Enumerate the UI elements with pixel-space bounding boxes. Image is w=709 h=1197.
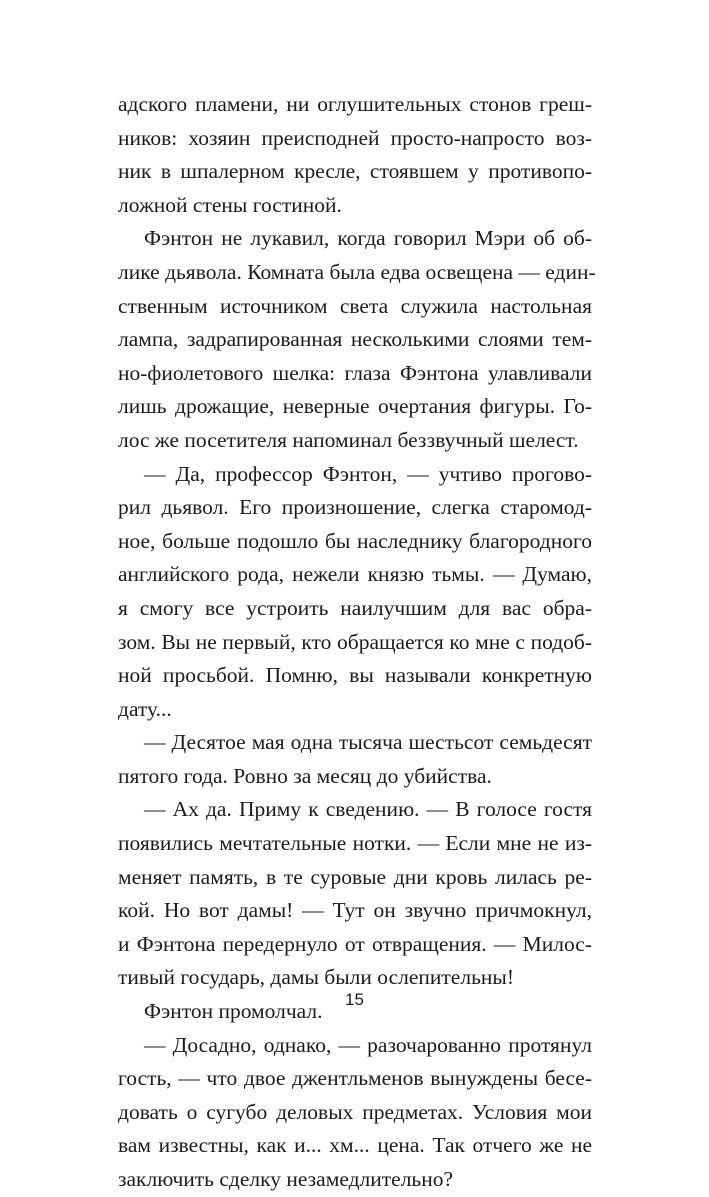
text-line: лишь дрожащие, неверные очертания фигуры. Го- [118, 394, 592, 419]
text-line: появились мечтательные нотки. — Если мне не из- [118, 831, 592, 856]
text-line: ложной стены гостиной. [118, 192, 342, 217]
book-page-text [118, 88, 596, 1197]
text-line: адского пламени, ни оглушительных стонов греш- [118, 92, 592, 116]
text-line: довать о сугубо деловых предметах. Условия мои [118, 1099, 592, 1124]
text-line: — Досадно, однако, — разочарованно протянул [144, 1032, 592, 1057]
text-line: Фэнтон не лукавил, когда говорил Мэри об об- [144, 226, 592, 251]
text-line: лампа, задрапированная несколькими слоями тем- [118, 327, 592, 352]
text-line: меняет память, в те суровые дни кровь лилась ре- [118, 864, 592, 889]
text-line: — Десятое мая одна тысяча шестьсот семьдесят [144, 730, 592, 755]
text-line: кой. Но вот дамы! — Тут он звучно причмокнул, [118, 898, 592, 923]
text-line: дату... [118, 696, 172, 721]
text-line: пятого года. Ровно за месяц до убийства. [118, 763, 492, 788]
text-line: ное, больше подошло бы наследнику благородного [118, 528, 592, 553]
text-line: — Ах да. Приму к сведению. — В голосе гостя [144, 797, 592, 822]
text-line: но-фиолетового шелка: глаза Фэнтона улавливали [118, 360, 592, 385]
text-line: и Фэнтона передернуло от отвращения. — Милос- [118, 931, 592, 956]
text-line: рил дьявол. Его произношение, слегка старомод- [118, 495, 592, 520]
text-line: заключить сделку незамедлительно? [118, 1167, 454, 1191]
text-line: тивый государь, дамы были ослепительны! [118, 965, 514, 990]
text-line: ственным источником света служила настольная [118, 293, 592, 318]
text-line: английского рода, нежели князю тьмы. — Думаю, [118, 562, 592, 587]
text-line: Фэнтон промолчал. [144, 999, 323, 1024]
text-line: вам известны, как и... хм... цена. Так отчего же не [118, 1133, 592, 1158]
text-line: ник в шпалерном кресле, стоявшем у противопо- [118, 159, 592, 184]
text-line: лос же посетителя напоминал беззвучный шелест. [118, 427, 579, 452]
text-line: я смогу все устроить наилучшим для вас обра- [118, 595, 592, 620]
page-number: 15 [345, 990, 364, 1009]
text-line: гость, — что двое джентльменов вынуждены бесе- [118, 1066, 592, 1091]
text-line: ников: хозяин преисподней просто-напросто воз- [118, 125, 592, 150]
text-line: лике дьявола. Комната была едва освещена — един- [118, 259, 596, 284]
text-line: зом. Вы не первый, кто обращается ко мне с подоб- [118, 629, 592, 654]
text-line: — Да, профессор Фэнтон, — учтиво прогово- [144, 461, 592, 486]
text-line: ной просьбой. Помню, вы называли конкретную [118, 663, 592, 688]
